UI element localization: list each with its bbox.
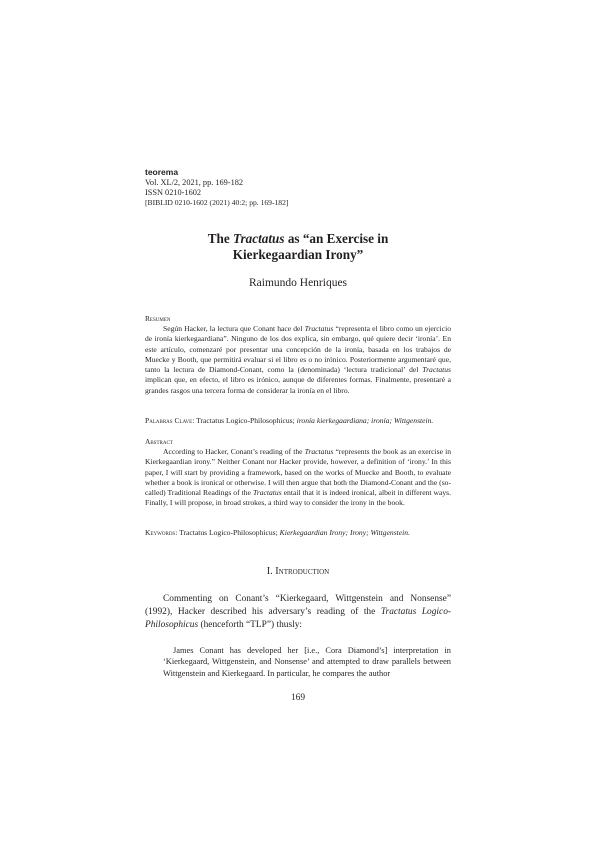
abstract-label: Abstract (145, 437, 173, 446)
page-number: 169 (290, 693, 306, 703)
volume-info: Vol. XL/2, 2021, pp. 169-182 (145, 178, 244, 187)
resumen-label: Resumen (145, 314, 171, 323)
palabras-clave: Palabras Clave: Tractatus Logico-Philosophicus; ironía kierkegaardiana; ironía; Wittgenstein. (145, 416, 434, 425)
article-title (145, 231, 451, 263)
section-heading: I. Introduction (266, 566, 330, 577)
body-paragraph: Commenting on Conant’s “Kierkegaard, Wittgenstein and Nonsense” (1992), Hacker described his adversary’s reading of the Tractatus Logico-Philosophicus (henceforth “TLP”) thusly: (145, 594, 451, 630)
journal-name: teorema (145, 167, 179, 177)
keywords: Keywords: Tractatus Logico-Philosophicus; Kierkegaardian Irony; Irony; Wittgenstein. (145, 528, 410, 537)
biblid: [BIBLID 0210-1602 (2021) 40:2; pp. 169-182] (145, 198, 289, 207)
title-line-1: The Tractatus as “an Exercise in (207, 231, 389, 246)
title-line-2: Kierkegaardian Irony” (232, 247, 364, 262)
author-name: Raimundo Henriques (248, 277, 348, 289)
abstract-text: According to Hacker, Conant’s reading of the Tractatus “represents the book as an exercise in Kierkegaardian irony.” Neither Conant nor Hacker provide, however, a definition of ‘irony.’ In this paper, I will start by providing a framework, based on the works of Muecke and Booth, to evaluate whether a book is ironical or otherwise. I will then argue that both the Diamond-Conant and the (so-called) Traditional Readings of the Tractatus entail that it is indeed ironical, albeit in different ways. Finally, I will propose, in broad strokes, a third way to consider the irony in the book. (145, 447, 451, 508)
block-quote: James Conant has developed her [i.e., Cora Diamond’s] interpretation in ‘Kierkegaard, Wittgenstein, and Nonsense’ and attempted to draw parallels between Wittgenstein and Kierkegaard. In particular, he compares the author (163, 646, 451, 678)
resumen-text: Según Hacker, la lectura que Conant hace del Tractatus “representa el libro como un ejercicio de ironía kierkegaardiana”. Ninguno de los dos explica, sin embargo, qué quiere decir ‘ironía’. En este artículo, comenzaré por presentar una concepción de la ironía, basada en los trabajos de Muecke y Booth, que permitirá evaluar si el libro es o no irónico. Posteriormente argumentaré que, tanto la lectura de Diamond-Conant, como la (denominada) ‘lectura tradicional’ del Tractatus implican que, en efecto, el libro es irónico, aunque de diferentes formas. Finalmente, presentaré a grandes rasgos una tercera forma de considerar la ironía en el libro. (145, 324, 451, 395)
issn: ISSN 0210-1602 (145, 188, 202, 197)
